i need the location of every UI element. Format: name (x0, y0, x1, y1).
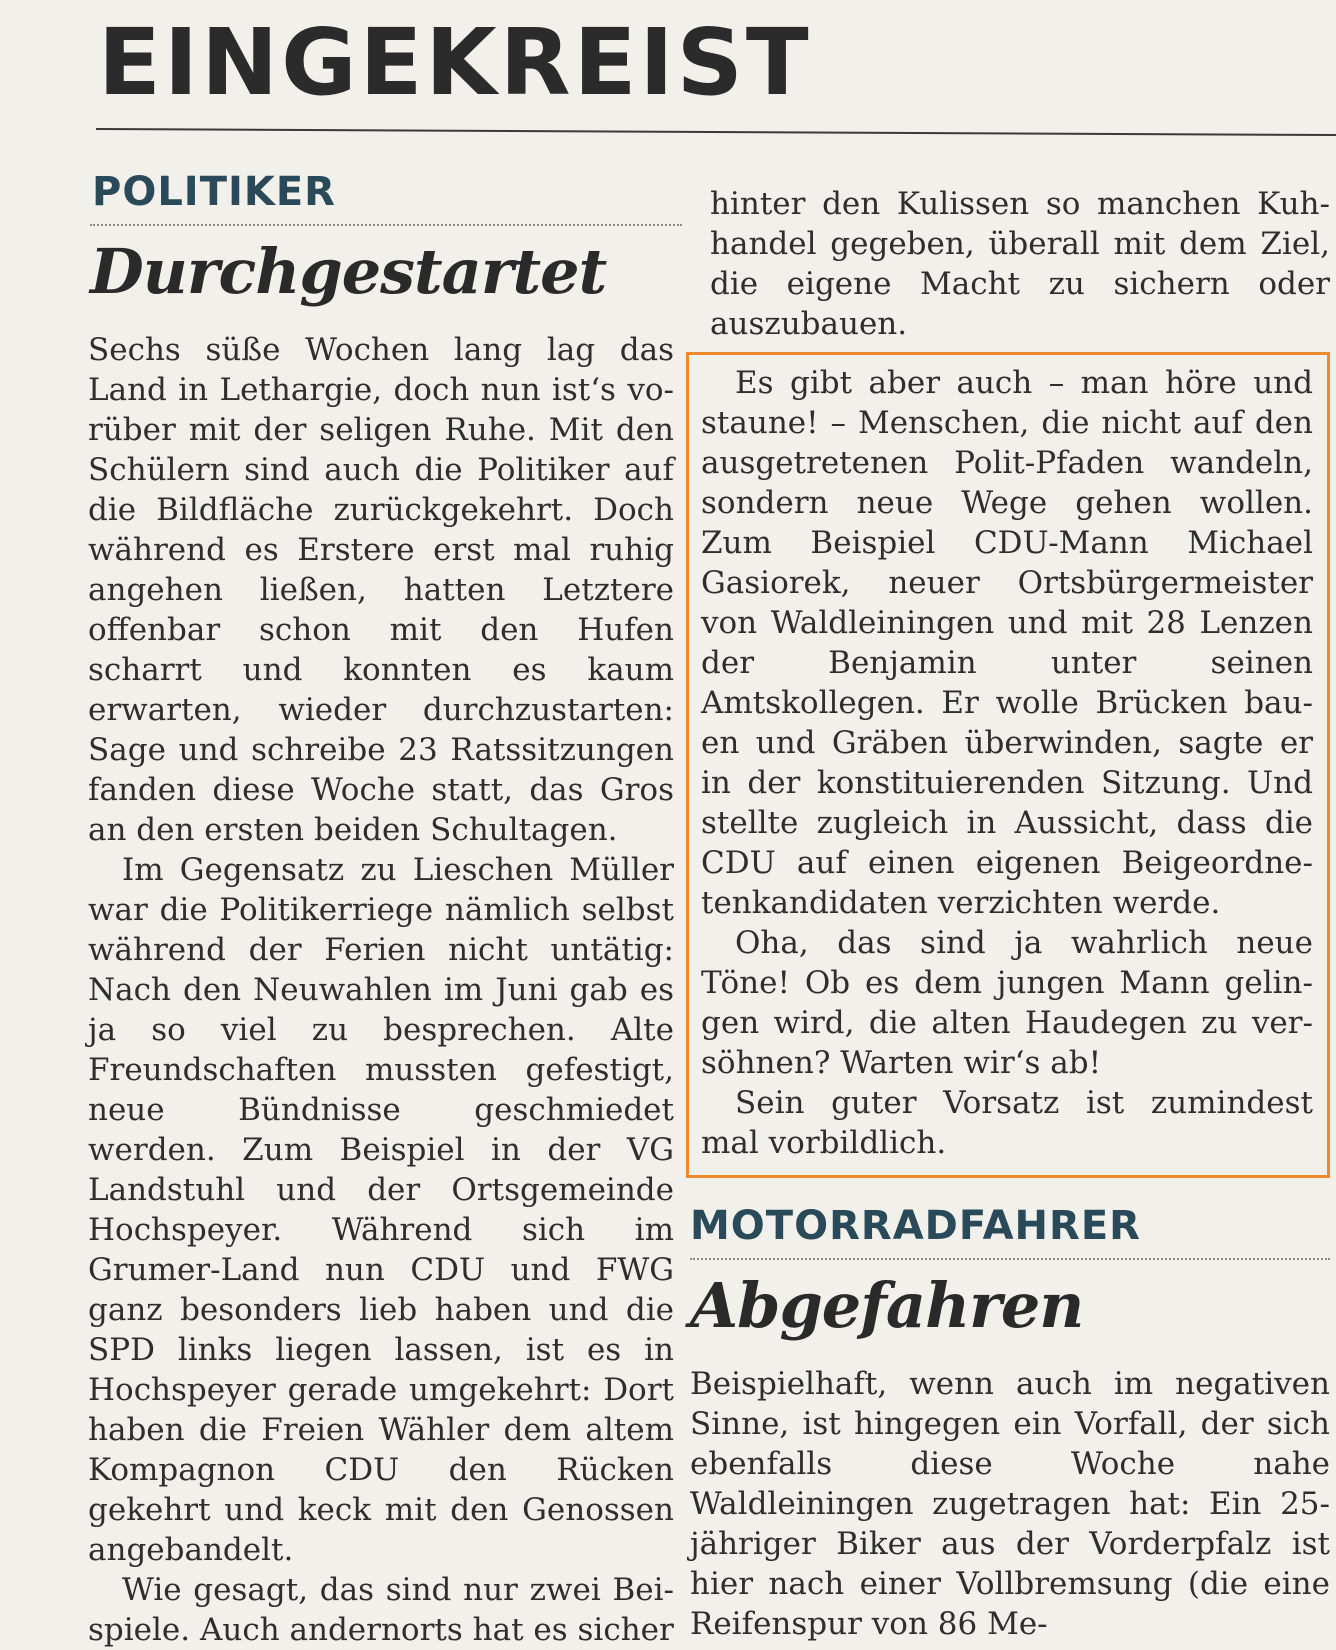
paragraph: Sechs süße Wochen lang lag das Land in Lethargie, doch nun ist‘s vorüber mit der seligen Ruhe. Mit den Schülern sind auch die Politiker auf die Bildfläche zurückgekehrt. Doch während es Erstere erst mal ruhig angehen ließen, hatten Letztere offenbar schon mit den Hufen scharrt und konnten es kaum erwarten, wieder durchzustarten: Sage und schreibe 23 Ratssitzungen fanden diese Woche statt, das Gros an den ersten beiden Schultagen. (88, 332, 674, 848)
article-title: Abgefahren (690, 1269, 1084, 1342)
dotted-divider (690, 1258, 1330, 1260)
article-body (76, 330, 682, 1650)
second-article (690, 1202, 1330, 1644)
article-body-continued (701, 184, 1330, 1178)
dotted-divider (90, 224, 682, 226)
highlighted-passage (686, 352, 1330, 1178)
headline-rule (96, 128, 1336, 136)
right-column (690, 184, 1330, 1644)
article-kicker: POLITIKER (92, 169, 336, 215)
paragraph: Beispielhaft, wenn auch im negativen Sinne, ist hingegen ein Vorfall, der sich ebenfalls diese Woche nahe Waldleiningen zugetragen hat: Ein 25-jähriger Biker aus der Vorderpfalz ist hier nach einer Vollbremsung (die eine Reifenspur von 86 Me- (690, 1366, 1330, 1642)
paragraph: Im Gegensatz zu Lieschen Müller war die Politikerriege nämlich selbst während der Ferien nicht untätig: Nach den Neuwahlen im Juni gab es ja so viel zu besprechen. Alte Freundschaften mussten gefestigt, neue Bündnisse geschmiedet werden. Zum Beispiel in der VG Landstuhl und der Ortsgemeinde Hochspeyer. Während sich im Grumer-Land nun CDU und FWG ganz besonders lieb haben und die SPD links liegen lassen, ist es in Hochspeyer gerade umgekehrt: Dort haben die Freien Wähler dem altem Kompagnon CDU den Rücken gekehrt und keck mit den Genossen angebandelt. (88, 852, 674, 1568)
paragraph: Sein guter Vorsatz ist zumindest mal vorbildlich. (701, 1085, 1313, 1161)
paragraph: Wie gesagt, das sind nur zwei Beispiele. Auch andernorts hat es sicher (88, 1572, 674, 1648)
article-kicker: MOTORRADFAHRER (690, 1203, 1141, 1249)
article-title: Durchgestartet (90, 235, 607, 308)
section-headline: EINGEKREIST (98, 9, 812, 116)
article-body (690, 1364, 1330, 1644)
paragraph: Es gibt aber auch – man höre und staune! – Menschen, die nicht auf den ausgetretenen Polit-Pfaden wandeln, sondern neue Wege gehen wollen. Zum Beispiel CDU-Mann Michael Gasiorek, neuer Ortsbürgermeister von Waldleiningen und mit 28 Lenzen der Benjamin unter seinen Amtskollegen. Er wolle Brücken bauen und Gräben überwinden, sagte er in der konstituierenden Sitzung. Und stellte zugleich in Aussicht, dass die CDU auf einen eigenen Beigeordnetenkandidaten verzichten werde. (701, 365, 1313, 921)
left-column (76, 168, 682, 1650)
paragraph: hinter den Kulissen so manchen Kuhhandel gegeben, überall mit dem Ziel, die eigene Macht zu sichern oder auszubauen. (710, 186, 1330, 342)
paragraph: Oha, das sind ja wahrlich neue Töne! Ob es dem jungen Mann gelingen wird, die alten Haudegen zu versöhnen? Warten wir‘s ab! (701, 925, 1313, 1081)
